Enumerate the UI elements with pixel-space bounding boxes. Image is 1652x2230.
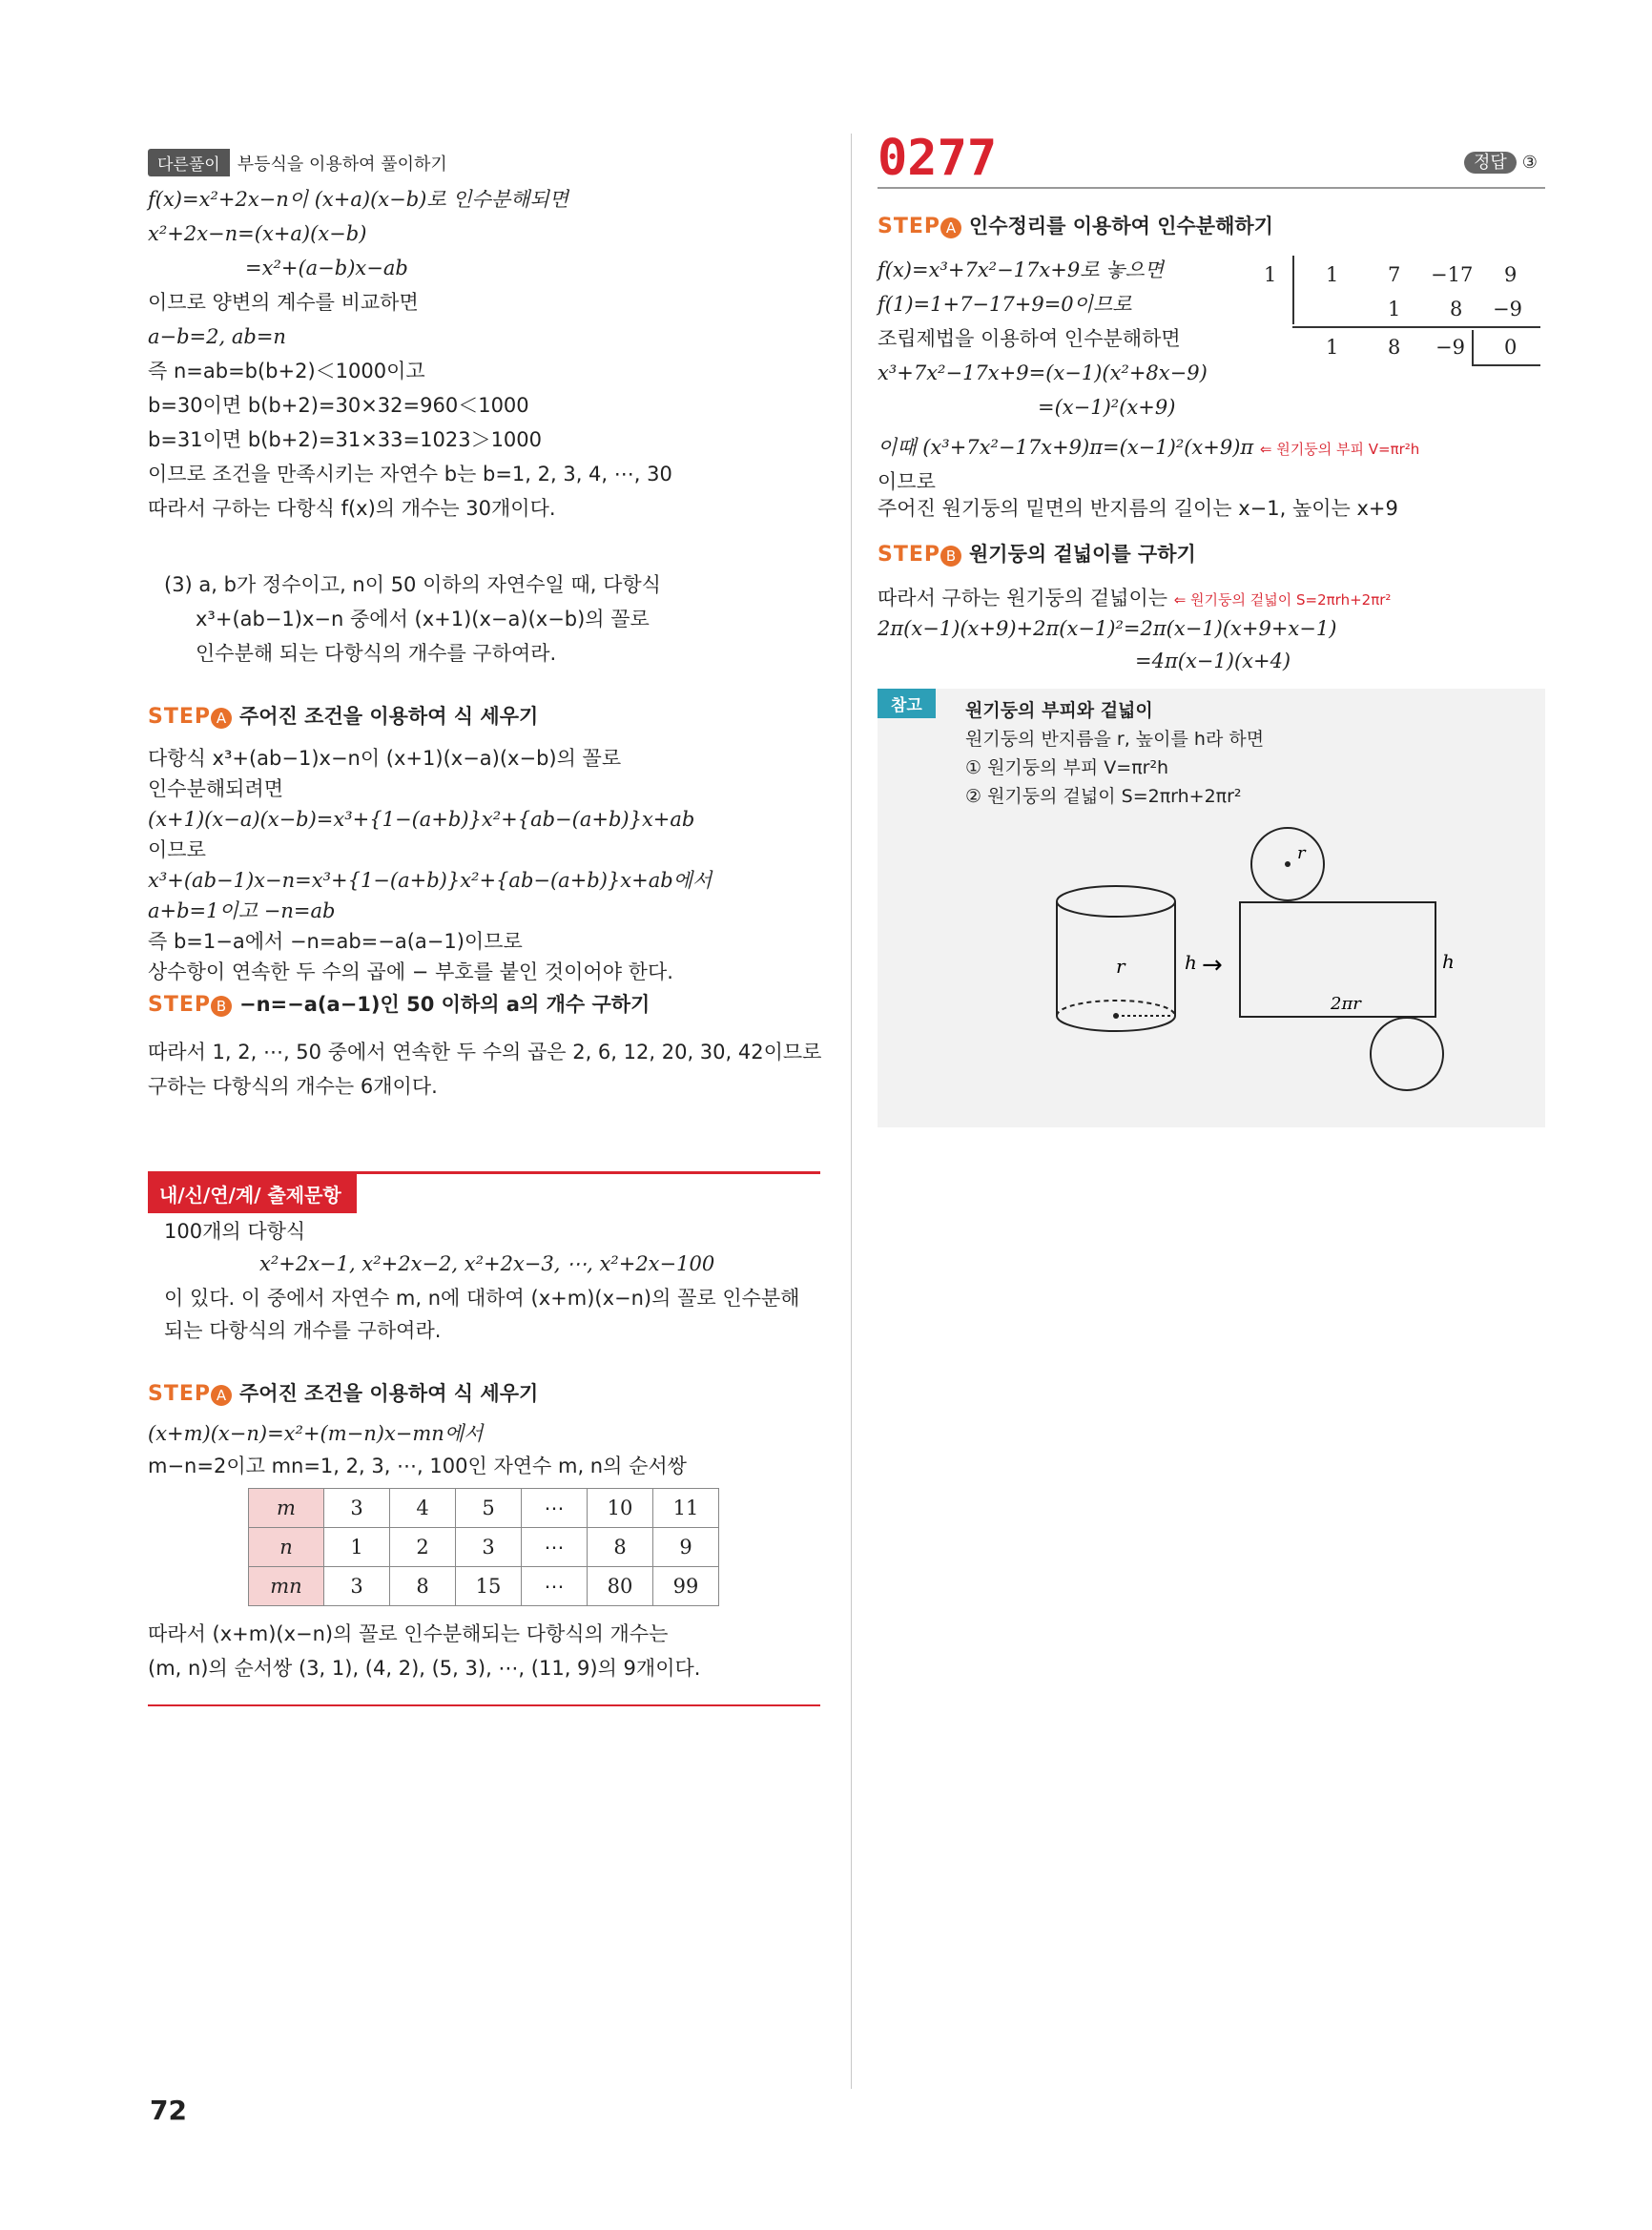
step-a-line: 상수항이 연속한 두 수의 곱에 − 부호를 붙인 것이어야 한다.: [148, 960, 673, 983]
answer: [1464, 149, 1538, 174]
alt-line: 따라서 구하는 다항식 f(x)의 개수는 30개이다.: [148, 497, 556, 520]
synth-cell: 1: [1326, 336, 1339, 359]
reference-line: ① 원기둥의 부피 V=πr²h: [965, 757, 1169, 778]
volume-note: ⇐ 원기둥의 부피 V=πr²h: [1259, 441, 1420, 458]
net-circumference-label: 2πr: [1331, 994, 1361, 1014]
r-step-b-line: =4π(x−1)(x+4): [1135, 650, 1291, 672]
cylinder-diagram: [1040, 820, 1497, 1106]
step-letter: A: [211, 708, 232, 729]
banner-problem-line: 되는 다항식의 개수를 구하여라.: [164, 1319, 442, 1342]
alt-line: 즉 n=ab=b(b+2)＜1000이고: [148, 360, 425, 382]
answer-value: ③: [1521, 153, 1538, 173]
surface-intro: 따라서 구하는 원기둥의 겉넓이는: [878, 587, 1168, 609]
step-a-line: x³+(ab−1)x−n=x³+{1−(a+b)}x²+{ab−(a+b)}x+ab에서: [148, 869, 712, 892]
table-cell: 11: [653, 1489, 719, 1528]
synth-cell: 8: [1450, 298, 1463, 320]
problem-line: 인수분해 되는 다항식의 개수를 구하여라.: [196, 642, 557, 665]
r-step-a-line: x³+7x²−17x+9=(x−1)(x²+8x−9): [878, 361, 1208, 384]
related-problem-banner: [148, 1171, 820, 1212]
table-cell: 2: [390, 1528, 456, 1567]
table-header-cell: n: [249, 1528, 324, 1567]
alt-line: b=31이면 b(b+2)=31×33=1023＞1000: [148, 428, 543, 451]
step-title: 원기둥의 겉넓이를 구하기: [969, 543, 1196, 566]
synth-cell: 1: [1388, 298, 1401, 320]
synth-bar: [1292, 256, 1294, 324]
table-cell: 9: [653, 1528, 719, 1567]
question-number: 0277: [878, 130, 998, 187]
cylinder-r-label: r: [1116, 955, 1125, 978]
step-title: 주어진 조건을 이용하여 식 세우기: [239, 705, 539, 728]
step-a-line: 다항식 x³+(ab−1)x−n이 (x+1)(x−a)(x−b)의 꼴로: [148, 747, 622, 770]
r-step-a-line: f(1)=1+7−17+9=0이므로: [878, 293, 1132, 316]
table-row: [249, 1567, 719, 1606]
table-cell: 8: [588, 1528, 653, 1567]
step-letter: B: [211, 996, 232, 1017]
table-cell: 3: [324, 1489, 390, 1528]
synth-divisor: 1: [1264, 263, 1277, 286]
step-a2-line: m−n=2이고 mn=1, 2, 3, ⋯, 100인 자연수 m, n의 순서쌍: [148, 1455, 687, 1477]
step-title: 인수정리를 이용하여 인수분해하기: [969, 215, 1273, 237]
synth-box-left: [1472, 330, 1474, 364]
step-letter: B: [940, 546, 961, 567]
banner-problem-line: 100개의 다항식: [164, 1220, 306, 1243]
step-a-line: (x+1)(x−a)(x−b)=x³+{1−(a+b)}x²+{ab−(a+b)}x+ab: [148, 808, 695, 831]
net-h-label: h: [1442, 950, 1455, 973]
alt-solution-header: [148, 149, 447, 176]
table-cell: 15: [456, 1567, 522, 1606]
step-a-line: 인수분해되려면: [148, 777, 284, 800]
synth-cell: 8: [1388, 336, 1401, 359]
banner-label: 내/신/연/계/ 출제문항: [148, 1174, 357, 1213]
final-line: (m, n)의 순서쌍 (3, 1), (4, 2), (5, 3), ⋯, (11, 9)의 9개이다.: [148, 1657, 701, 1680]
step-label: STEP: [148, 993, 212, 1017]
r-step-a-line: 조립제법을 이용하여 인수분해하면: [878, 327, 1181, 350]
step-b-line: 구하는 다항식의 개수는 6개이다.: [148, 1075, 438, 1098]
step-label: STEP: [878, 543, 941, 567]
step-title: 주어진 조건을 이용하여 식 세우기: [239, 1382, 539, 1405]
column-divider: [851, 134, 852, 2089]
page-number: 72: [150, 2095, 187, 2126]
r-step-a-line: =(x−1)²(x+9): [1038, 396, 1176, 419]
reference-line: ② 원기둥의 겉넓이 S=2πrh+2πr²: [965, 786, 1242, 807]
r-step-a-line: f(x)=x³+7x²−17x+9로 놓으면: [878, 258, 1165, 281]
synth-cell: −9: [1435, 336, 1465, 359]
question-rule: [878, 187, 1545, 189]
table-cell: 8: [390, 1567, 456, 1606]
step-letter: A: [940, 217, 961, 238]
net-r-label: r: [1297, 843, 1306, 863]
alt-line: a−b=2, ab=n: [148, 325, 286, 348]
r-step-b-line: 2π(x−1)(x+9)+2π(x−1)²=2π(x−1)(x+9+x−1): [878, 617, 1337, 640]
table-header-cell: m: [249, 1489, 324, 1528]
cylinder-center: [1113, 1013, 1119, 1019]
mn-table: [248, 1488, 719, 1606]
table-cell: ⋯: [522, 1528, 588, 1567]
table-cell: 1: [324, 1528, 390, 1567]
surface-note: ⇐ 원기둥의 겉넓이 S=2πrh+2πr²: [1173, 591, 1392, 609]
r-step-a-line: 주어진 원기둥의 밑면의 반지름의 길이는 x−1, 높이는 x+9: [878, 497, 1398, 520]
reference-label: 참고: [878, 689, 936, 718]
alt-line: 이므로 조건을 만족시키는 자연수 b는 b=1, 2, 3, 4, ⋯, 30: [148, 463, 672, 485]
step-b-line: 따라서 1, 2, ⋯, 50 중에서 연속한 두 수의 곱은 2, 6, 12, 20, 30, 42이므로: [148, 1041, 822, 1063]
step-a2-line: (x+m)(x−n)=x²+(m−n)x−mn에서: [148, 1422, 484, 1445]
reference-line: 원기둥의 반지름을 r, 높이를 h라 하면: [965, 729, 1265, 750]
r-step-a-line: 이므로: [878, 470, 936, 493]
alt-line: x²+2x−n=(x+a)(x−b): [148, 222, 367, 245]
r-step-a-heading: [878, 214, 1273, 239]
arrow-icon: →: [1202, 951, 1223, 980]
synth-box-bottom: [1472, 364, 1540, 366]
final-line: 따라서 (x+m)(x−n)의 꼴로 인수분해되는 다항식의 개수는: [148, 1622, 669, 1645]
step-label: STEP: [148, 1382, 212, 1406]
alt-line: =x²+(a−b)x−ab: [245, 257, 408, 279]
answer-badge: 정답: [1464, 152, 1517, 174]
table-cell: 4: [390, 1489, 456, 1528]
alt-line: 이므로 양변의 계수를 비교하면: [148, 291, 419, 314]
table-cell: 3: [456, 1528, 522, 1567]
synth-cell: −17: [1431, 263, 1474, 286]
step-a2-heading: [148, 1381, 538, 1407]
synth-line: [1292, 326, 1540, 328]
table-cell: 3: [324, 1567, 390, 1606]
table-cell: 5: [456, 1489, 522, 1528]
synth-cell: 9: [1504, 263, 1518, 286]
step-b-heading: [148, 992, 650, 1018]
step-title: −n=−a(a−1)인 50 이하의 a의 개수 구하기: [239, 993, 650, 1016]
alt-line: b=30이면 b(b+2)=30×32=960＜1000: [148, 394, 529, 417]
cylinder-h-label: h: [1185, 951, 1197, 974]
volume-equation: 이때 (x³+7x²−17x+9)π=(x−1)²(x+9)π: [878, 436, 1254, 459]
synth-cell: 1: [1326, 263, 1339, 286]
r-step-b-line: [878, 586, 1391, 612]
synth-cell: 7: [1388, 263, 1401, 286]
table-header-cell: mn: [249, 1567, 324, 1606]
r-step-b-heading: [878, 542, 1196, 568]
r-step-a-line: [878, 435, 1419, 462]
table-row: [249, 1528, 719, 1567]
net: [1240, 828, 1443, 1090]
step-a-heading: [148, 704, 538, 730]
table-cell: ⋯: [522, 1567, 588, 1606]
synth-cell: −9: [1493, 298, 1522, 320]
banner-problem-line: 이 있다. 이 중에서 자연수 m, n에 대하여 (x+m)(x−n)의 꼴로 인수분해: [164, 1287, 800, 1310]
table-cell: 10: [588, 1489, 653, 1528]
alt-solution-title: 부등식을 이용하여 풀이하기: [237, 155, 447, 175]
alt-line: f(x)=x²+2x−n이 (x+a)(x−b)로 인수분해되면: [148, 188, 569, 211]
step-a-line: a+b=1이고 −n=ab: [148, 899, 336, 922]
net-top-center: [1285, 861, 1291, 867]
table-cell: ⋯: [522, 1489, 588, 1528]
problem-line: x³+(ab−1)x−n 중에서 (x+1)(x−a)(x−b)의 꼴로: [196, 608, 650, 630]
section-divider: [148, 1704, 820, 1706]
step-a-line: 이므로: [148, 838, 206, 861]
reference-line: 원기둥의 부피와 겉넓이: [965, 700, 1153, 721]
step-letter: A: [211, 1385, 232, 1406]
table-row: [249, 1489, 719, 1528]
problem-line: (3) a, b가 정수이고, n이 50 이하의 자연수일 때, 다항식: [164, 573, 661, 596]
table-cell: 99: [653, 1567, 719, 1606]
synth-cell: 0: [1504, 336, 1518, 359]
table-cell: 80: [588, 1567, 653, 1606]
banner-problem-line: x²+2x−1, x²+2x−2, x²+2x−3, ⋯, x²+2x−100: [259, 1252, 715, 1275]
step-a-line: 즉 b=1−a에서 −n=ab=−a(a−1)이므로: [148, 930, 523, 953]
step-label: STEP: [878, 215, 941, 238]
step-label: STEP: [148, 705, 212, 729]
alt-solution-tag: 다른풀이: [148, 149, 230, 176]
